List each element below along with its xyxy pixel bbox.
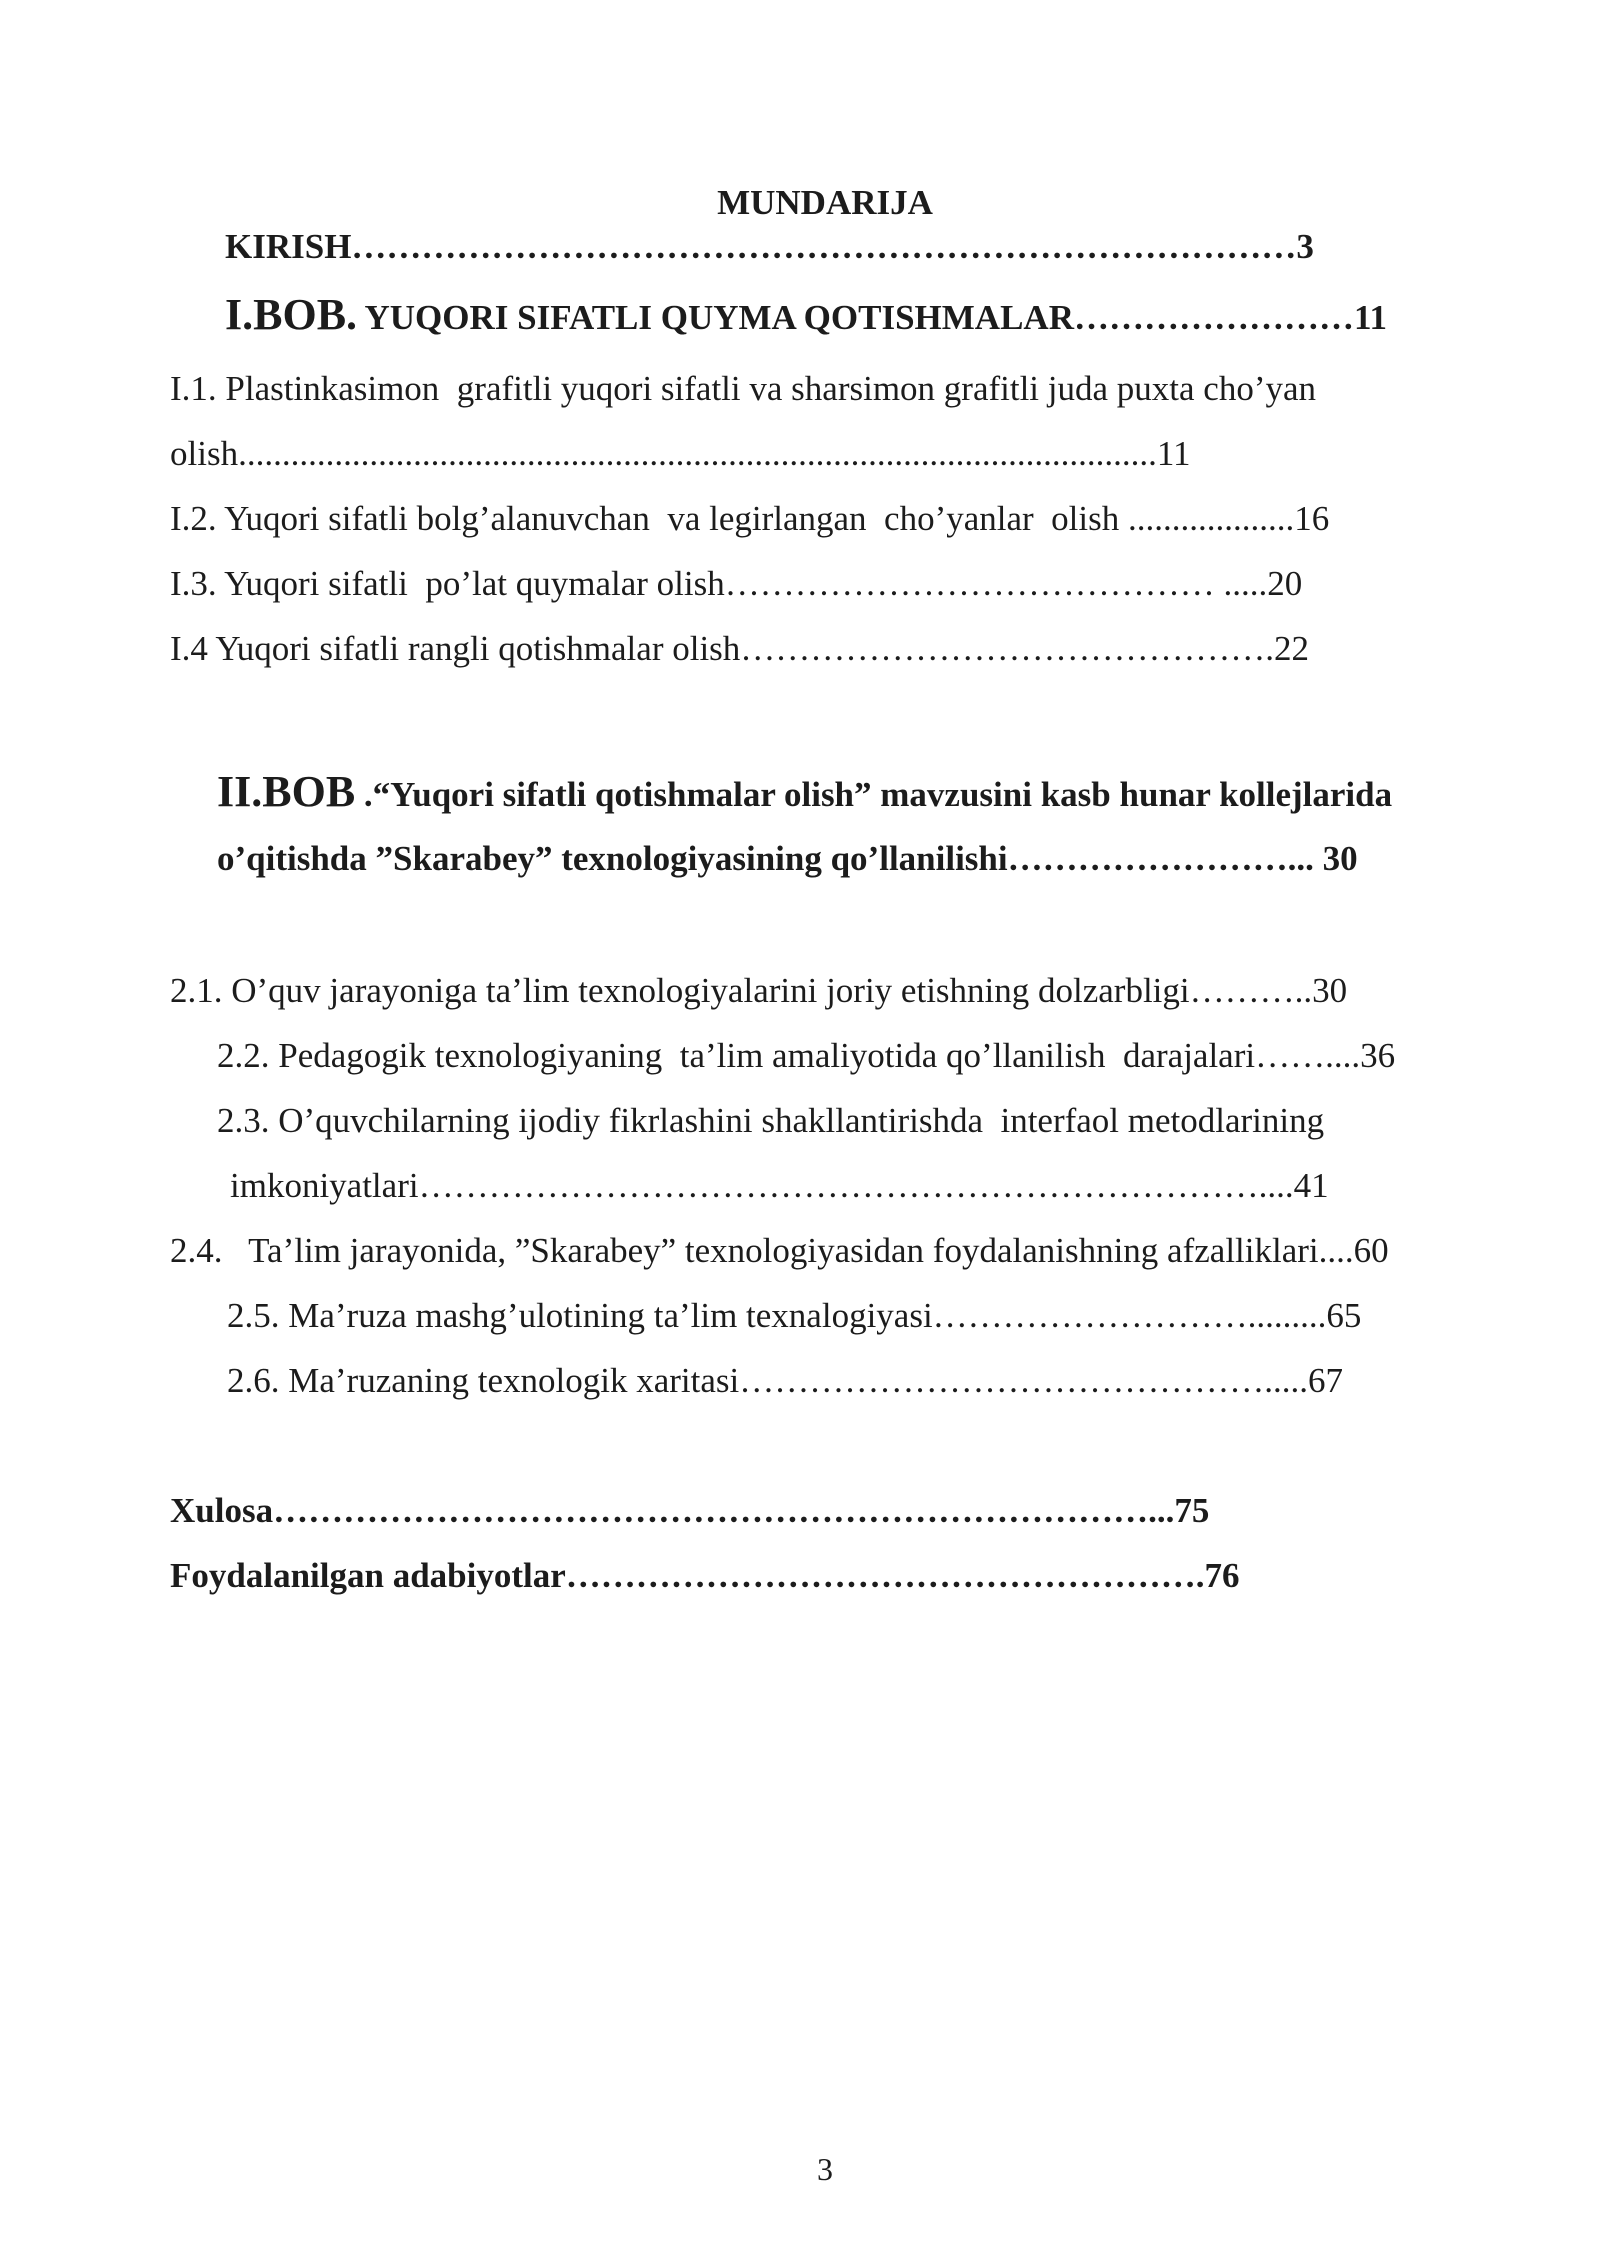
toc-entry-2-1: 2.1. O’quv jarayoniga ta’lim texnologiyalarini joriy etishning dolzarbligi………..30 — [170, 971, 1348, 1010]
chapter-1-title: YUQORI SIFATLI QUYMA QOTISHMALAR……………………11 — [357, 298, 1388, 337]
toc-entry-1-3: I.3. Yuqori sifatli po’lat quymalar olish…………………………………… .....20 — [170, 564, 1303, 603]
toc-entry-2-6: 2.6. Ma’ruzaning texnologik xaritasi……………………………………….....67 — [227, 1361, 1343, 1400]
toc-entry-2-2: 2.2. Pedagogik texnologiyaning ta’lim amaliyotida qo’llanilish darajalari……....36 — [217, 1036, 1396, 1075]
chapter-2-title: .“Yuqori sifatli qotishmalar olish” mavzusini kasb hunar kollejlarida — [355, 775, 1393, 814]
toc-entry-adabiyotlar: Foydalanilgan adabiyotlar……………………………………………….76 — [170, 1556, 1240, 1595]
toc-entry-2-3-line-2: imkoniyatlari………………………………………………………………....41 — [230, 1166, 1329, 1205]
toc-entry-1-4: I.4 Yuqori sifatli rangli qotishmalar olish……………………………………….22 — [170, 629, 1310, 668]
toc-entry-1-1-line-2: olish.........................................................................................................11 — [170, 434, 1191, 473]
toc-entry-1-1-line-1: I.1. Plastinkasimon grafitli yuqori sifatli va sharsimon grafitli juda puxta cho’yan — [170, 369, 1317, 408]
toc-entry-chapter-1 — [225, 290, 1388, 339]
toc-title: MUNDARIJA — [717, 183, 933, 222]
chapter-2-prefix: II.BOB — [217, 767, 356, 816]
toc-entry-xulosa: Xulosa…………………………………………………………………...75 — [170, 1491, 1210, 1530]
toc-entry-2-5: 2.5. Ma’ruza mashg’ulotining ta’lim texnalogiyasi……………………….........65 — [227, 1296, 1362, 1335]
toc-entry-chapter-2-line-1 — [217, 767, 1393, 816]
toc-entry-2-4: 2.4. Ta’lim jarayonida, ”Skarabey” texnologiyasidan foydalanishning afzalliklari....60 — [170, 1231, 1389, 1270]
toc-entry-chapter-2-line-2: o’qitishda ”Skarabey” texnologiyasining qo’llanilishi……………………... 30 — [217, 839, 1358, 878]
toc-entry-2-3-line-1: 2.3. O’quvchilarning ijodiy fikrlashini shakllantirishda interfaol metodlarining — [217, 1101, 1325, 1140]
page-number: 3 — [817, 2151, 833, 2187]
chapter-1-prefix: I.BOB. — [225, 290, 358, 339]
toc-entry-1-2: I.2. Yuqori sifatli bolg’alanuvchan va legirlangan cho’yanlar olish ...................16 — [170, 499, 1330, 538]
toc-entry-kirish: KIRISH………………………………………………………………………3 — [225, 227, 1314, 266]
